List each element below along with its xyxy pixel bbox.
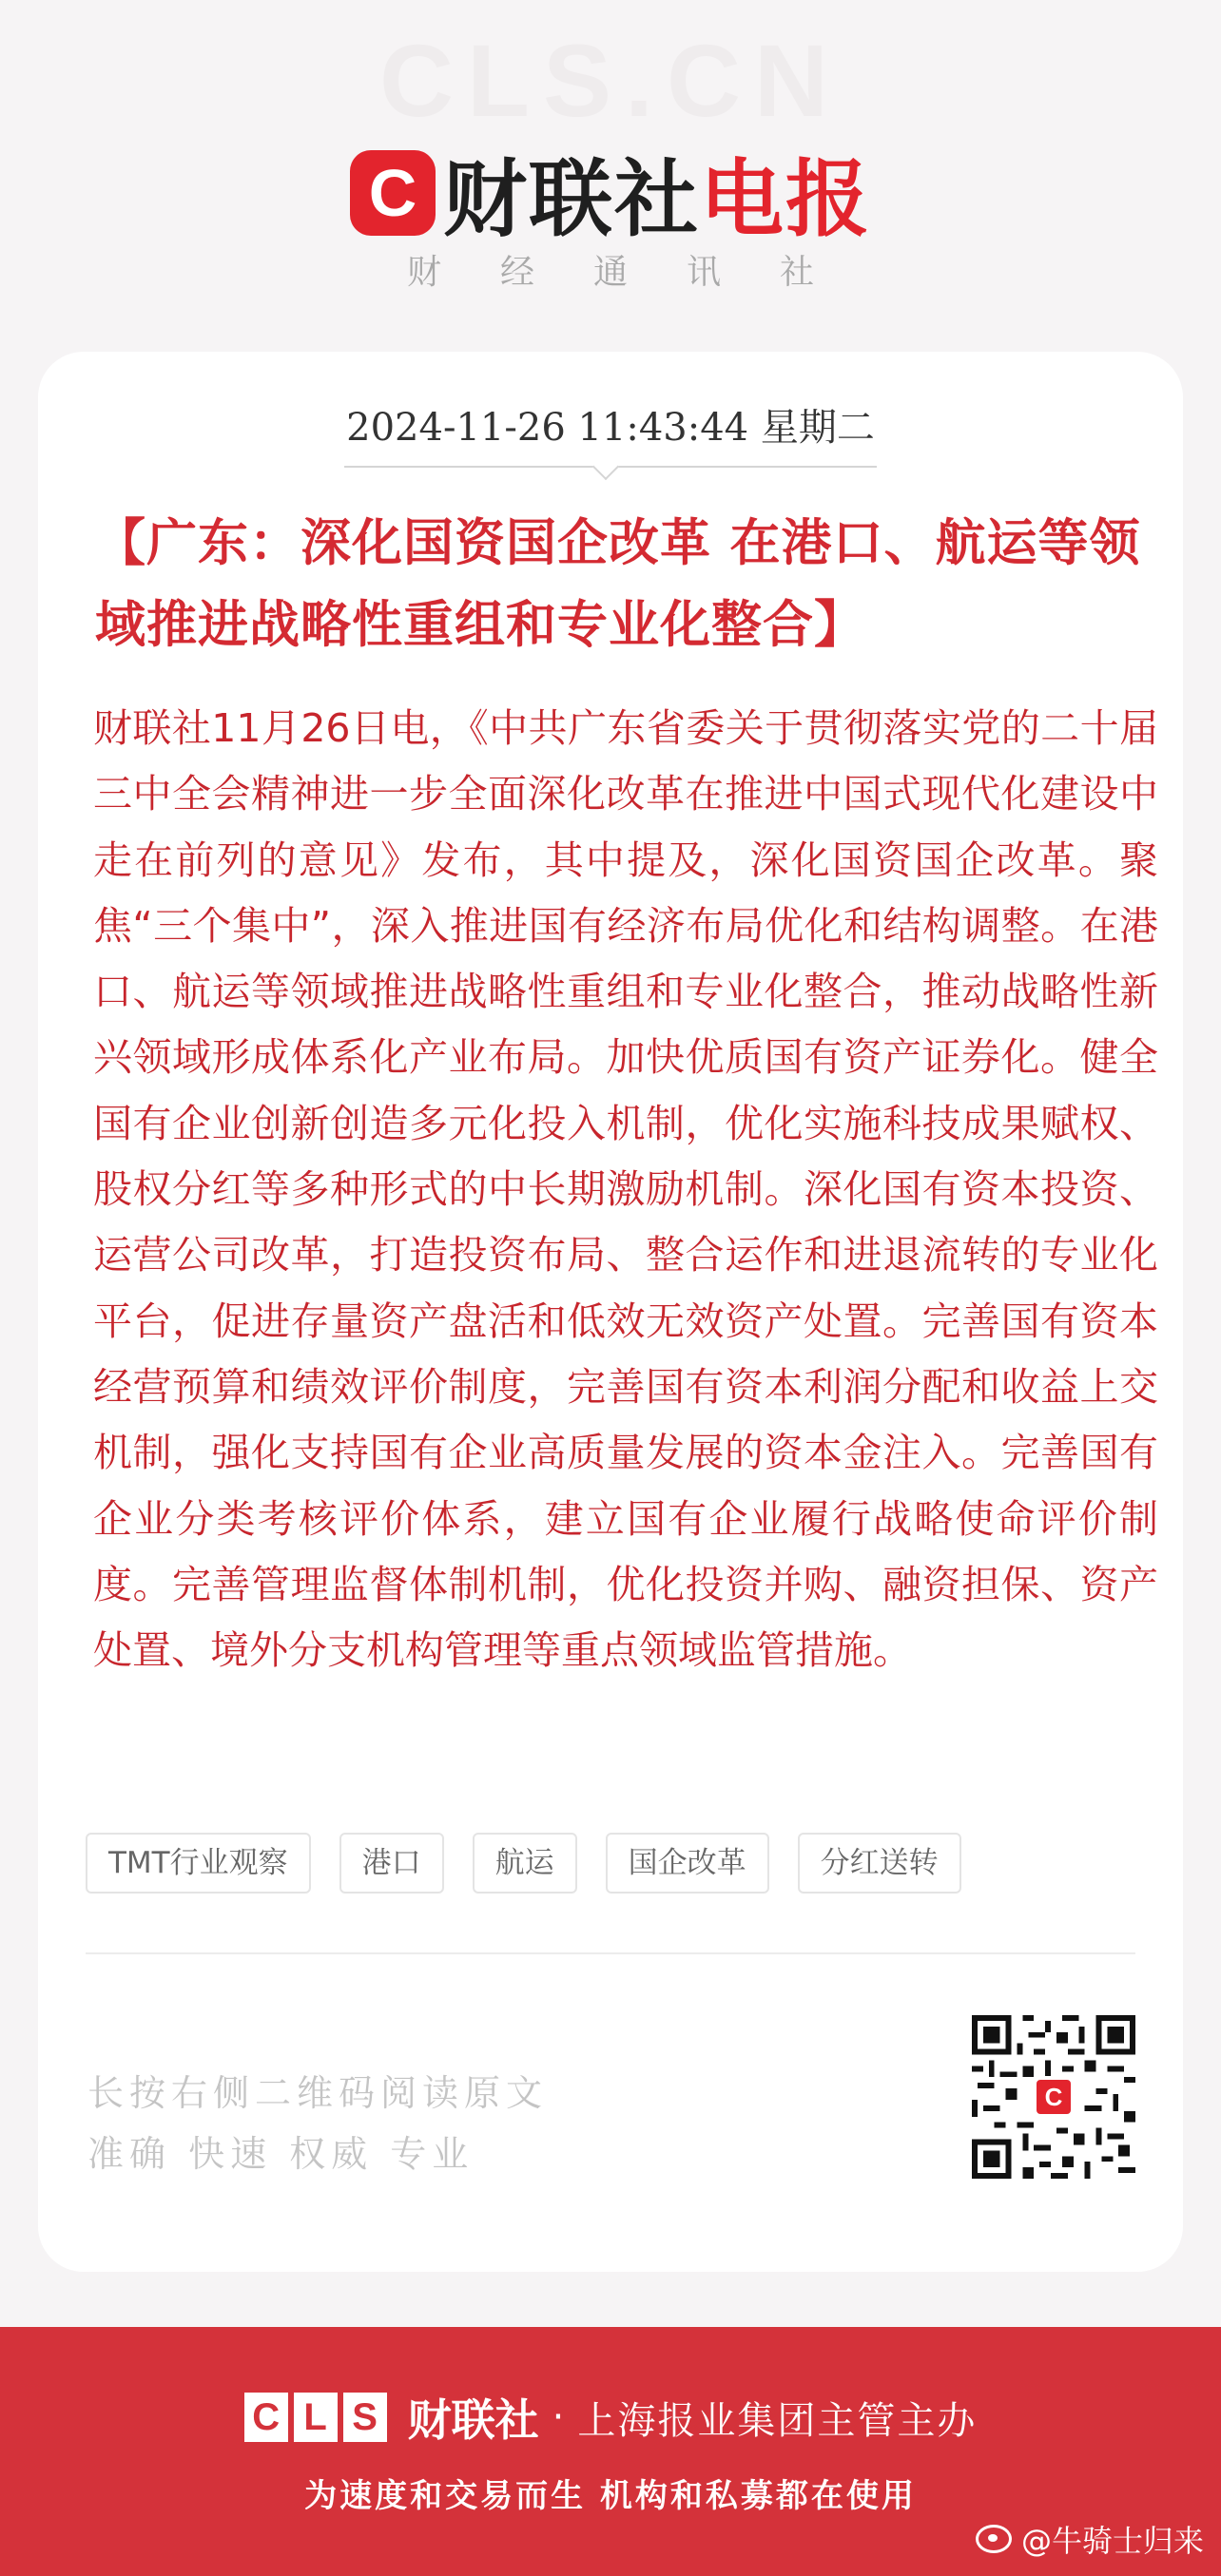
brand-name: 财联社 bbox=[442, 150, 700, 248]
footer-separator: · bbox=[552, 2395, 565, 2439]
footer-brand-name: 财联社 bbox=[407, 2394, 539, 2446]
weibo-icon bbox=[976, 2525, 1012, 2553]
qr-badge-letter: C bbox=[1044, 2082, 1063, 2111]
brand-header bbox=[0, 133, 1221, 253]
cls-letter-box: S bbox=[343, 2393, 387, 2442]
tag-list bbox=[86, 1833, 990, 1894]
footer-slogan: 为速度和交易而生 机构和私募都在使用 bbox=[304, 2477, 917, 2515]
article-card bbox=[38, 352, 1183, 2272]
brand-name-accent: 电报 bbox=[700, 150, 872, 248]
weibo-handle: @牛骑士归来 bbox=[1020, 2523, 1204, 2559]
weibo-watermark bbox=[976, 2517, 1204, 2561]
logo-letter: C bbox=[368, 156, 417, 230]
qr-code-icon[interactable] bbox=[972, 2015, 1135, 2179]
qr-hint-line2: 准确 快速 权威 专业 bbox=[87, 2133, 475, 2175]
article-datetime: 2024-11-26 11:43:44 星期二 bbox=[346, 406, 875, 450]
footer-publisher: 上海报业集团主管主办 bbox=[577, 2398, 978, 2443]
tag-item[interactable]: 国企改革 bbox=[606, 1833, 769, 1894]
tag-item[interactable]: 航运 bbox=[473, 1833, 577, 1894]
tag-item[interactable]: TMT行业观察 bbox=[86, 1833, 311, 1894]
qr-hint-line1: 长按右侧二维码阅读原文 bbox=[87, 2072, 549, 2114]
cls-letter-box: L bbox=[294, 2393, 338, 2442]
tag-item[interactable]: 港口 bbox=[339, 1833, 444, 1894]
divider-notch-icon bbox=[592, 453, 619, 480]
cls-logo-icon bbox=[350, 150, 436, 236]
footer-banner bbox=[0, 2327, 1221, 2576]
qr-hint bbox=[87, 2063, 548, 2184]
brand-subtitle: 财经通讯社 bbox=[406, 253, 873, 292]
footer-brand-row bbox=[0, 2386, 1221, 2449]
article-headline: 【广东：深化国资国企改革 在港口、航运等领域推进战略性重组和专业化整合】 bbox=[95, 513, 1141, 654]
cls-letter-box: C bbox=[244, 2393, 288, 2442]
article-body: 财联社11月26日电，《中共广东省委关于贯彻落实党的二十届三中全会精神进一步全面深化改革在推进中国式现代化建设中走在前列的意见》发布，其中提及，深化国资国企改革。聚焦“三个集中”，深入推进国有经济布局优化和结构调整。在港口、航运等领域推进战略性重组和专业化整合，推动战略性新兴领域形成体系化产业布局。加快优质国有资产证券化。健全国有企业创新创造多元化投入机制，优化实施科技成果赋权、股权分红等多种形式的中长期激励机制。深化国有资本投资、运营公司改革，打造投资布局、整合运作和进退流转的专业化平台，促进存量资产盘活和低效无效资产处置。完善国有资本经营预算和绩效评价制度，完善国有资本利润分配和收益上交机制，强化支持国有企业高质量发展的资本金注入。完善国有企业分类考核评价体系，建立国有企业履行战略使命评价制度。完善管理监督体制机制，优化投资并购、融资担保、资产处置、境外分支机构管理等重点领域监管措施。 bbox=[93, 705, 1158, 1674]
section-divider bbox=[86, 1952, 1135, 1954]
qr-badge-icon bbox=[1033, 2076, 1075, 2118]
tag-item[interactable]: 分红送转 bbox=[798, 1833, 961, 1894]
watermark: CLS.CN bbox=[379, 23, 842, 138]
